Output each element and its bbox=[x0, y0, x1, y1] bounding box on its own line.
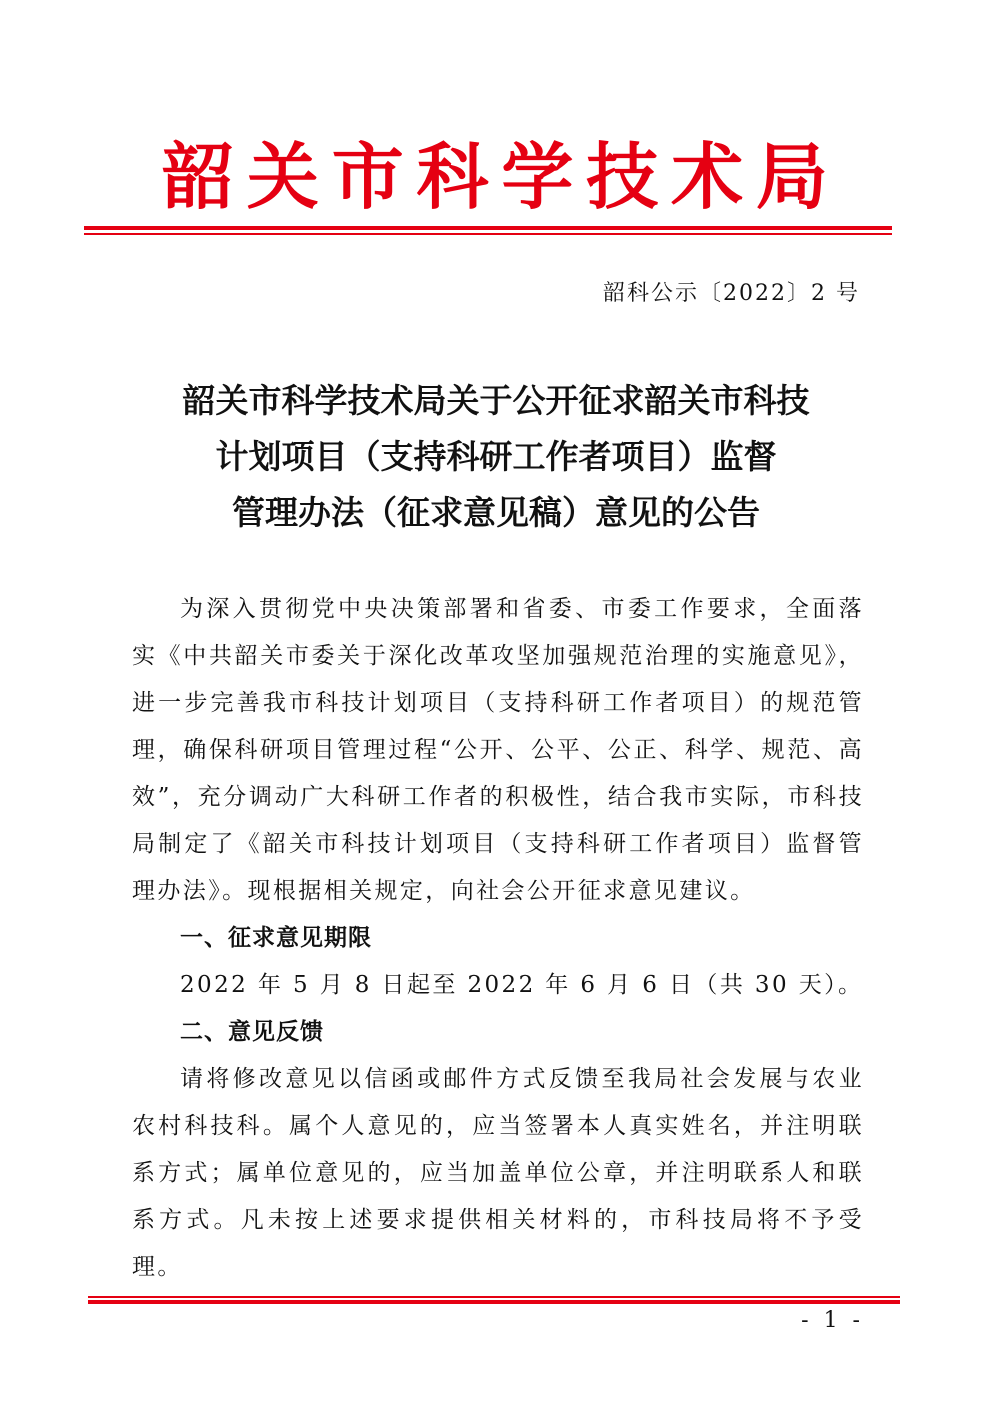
masthead-char: 韶 bbox=[162, 135, 235, 219]
intro-paragraph: 为深入贯彻党中央决策部署和省委、市委工作要求，全面落实《中共韶关市委关于深化改革攻坚加强规范治理的实施意见》，进一步完善我市科技计划项目（支持科研工作者项目）的规范管理，确保科研项目管理过程“公开、公平、公正、科学、规范、高效”，充分调动广大科研工作者的积极性，结合我市实际，市科技局制定了《韶关市科技计划项目（支持科研工作者项目）监督管理办法》。现根据相关规定，向社会公开征求意见建议。 bbox=[132, 596, 864, 904]
red-rule-top-thin bbox=[84, 233, 892, 235]
masthead-char: 技 bbox=[586, 135, 659, 219]
section-heading-period: 一、征求意见期限 bbox=[180, 925, 372, 951]
document-body bbox=[132, 586, 864, 1291]
masthead-char: 学 bbox=[501, 135, 574, 219]
title-line: 韶关市科学技术局关于公开征求韶关市科技 bbox=[182, 381, 810, 420]
masthead-char: 市 bbox=[331, 135, 404, 219]
feedback-paragraph: 请将修改意见以信函或邮件方式反馈至我局社会发展与农业农村科技科。属个人意见的，应当签署本人真实姓名，并注明联系方式；属单位意见的，应当加盖单位公章，并注明联系人和联系方式。凡未按上述要求提供相关材料的，市科技局将不予受理。 bbox=[132, 1066, 864, 1280]
masthead-char: 科 bbox=[416, 135, 489, 219]
period-paragraph: 2022 年 5 月 8 日起至 2022 年 6 月 6 日（共 30 天）。 bbox=[180, 972, 864, 998]
title-line: 管理办法（征求意见稿）意见的公告 bbox=[232, 493, 760, 532]
red-rule-top-thick bbox=[84, 226, 892, 230]
red-rule-bottom-thick bbox=[88, 1300, 900, 1304]
page-number: - 1 - bbox=[801, 1308, 864, 1333]
masthead-char: 局 bbox=[755, 135, 828, 219]
masthead-char: 关 bbox=[246, 135, 319, 219]
masthead-char: 术 bbox=[671, 135, 744, 219]
document-title bbox=[0, 373, 992, 541]
red-rule-bottom-thin bbox=[88, 1296, 900, 1298]
document-number: 韶科公示〔2022〕2 号 bbox=[603, 281, 860, 306]
title-line: 计划项目（支持科研工作者项目）监督 bbox=[215, 437, 777, 476]
masthead bbox=[84, 132, 892, 222]
section-heading-feedback: 二、意见反馈 bbox=[180, 1019, 324, 1045]
